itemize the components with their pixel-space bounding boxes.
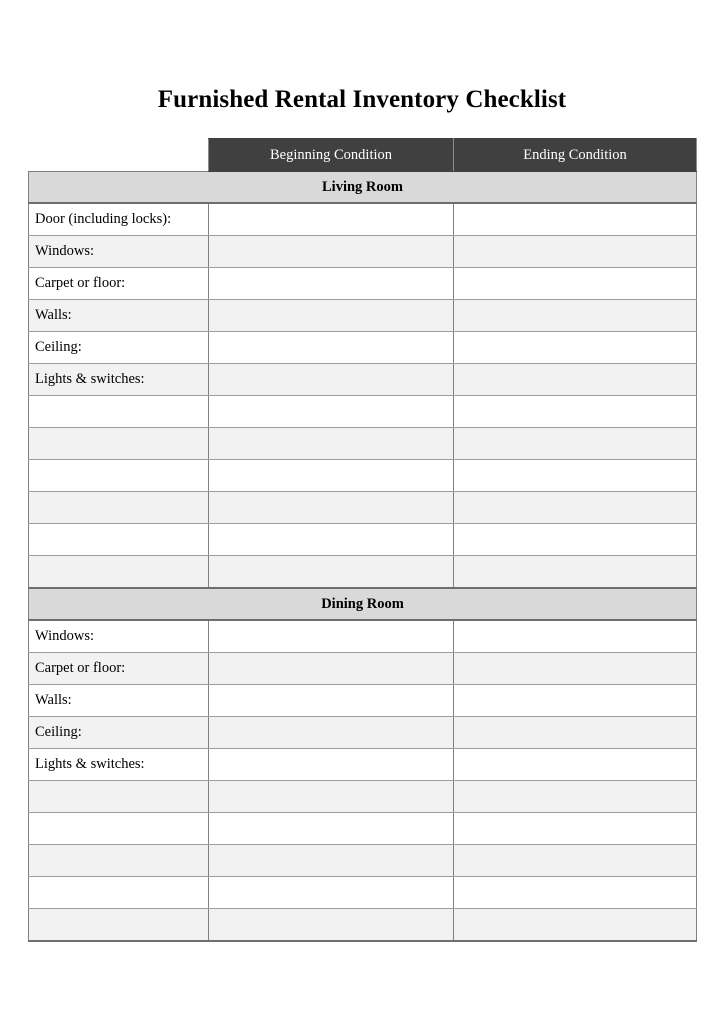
item-label-cell (29, 460, 209, 492)
beginning-condition-cell[interactable] (209, 877, 454, 909)
ending-condition-cell[interactable] (454, 653, 697, 685)
item-label-cell: Lights & switches: (29, 749, 209, 781)
table-row (29, 460, 697, 492)
table-row (29, 524, 697, 556)
item-label-cell: Ceiling: (29, 717, 209, 749)
ending-condition-cell[interactable] (454, 268, 697, 300)
ending-condition-cell[interactable] (454, 396, 697, 428)
column-header-row (29, 139, 697, 172)
item-label-cell (29, 556, 209, 589)
item-label-cell (29, 524, 209, 556)
table-row (29, 300, 697, 332)
item-label-cell: Windows: (29, 236, 209, 268)
beginning-condition-cell[interactable] (209, 813, 454, 845)
ending-condition-cell[interactable] (454, 300, 697, 332)
beginning-condition-cell[interactable] (209, 653, 454, 685)
table-row (29, 877, 697, 909)
item-label-cell: Windows: (29, 620, 209, 653)
beginning-condition-cell[interactable] (209, 909, 454, 942)
ending-condition-cell[interactable] (454, 877, 697, 909)
item-label-cell (29, 909, 209, 942)
section-header-row (29, 588, 697, 620)
beginning-condition-cell[interactable] (209, 717, 454, 749)
ending-condition-cell[interactable] (454, 332, 697, 364)
beginning-condition-cell[interactable] (209, 300, 454, 332)
table-row (29, 781, 697, 813)
item-label-cell (29, 428, 209, 460)
item-label-cell (29, 813, 209, 845)
ending-condition-cell[interactable] (454, 428, 697, 460)
item-label-cell: Ceiling: (29, 332, 209, 364)
table-row (29, 845, 697, 877)
inventory-table-container (28, 138, 696, 942)
beginning-condition-cell[interactable] (209, 203, 454, 236)
beginning-condition-cell[interactable] (209, 364, 454, 396)
table-row (29, 620, 697, 653)
beginning-condition-cell[interactable] (209, 492, 454, 524)
table-row (29, 364, 697, 396)
beginning-condition-cell[interactable] (209, 396, 454, 428)
beginning-condition-cell[interactable] (209, 332, 454, 364)
ending-condition-cell[interactable] (454, 845, 697, 877)
table-row (29, 332, 697, 364)
table-row (29, 653, 697, 685)
table-row (29, 717, 697, 749)
ending-condition-cell[interactable] (454, 781, 697, 813)
beginning-condition-cell[interactable] (209, 781, 454, 813)
table-row (29, 203, 697, 236)
ending-condition-cell[interactable] (454, 620, 697, 653)
table-row (29, 428, 697, 460)
item-label-cell: Carpet or floor: (29, 268, 209, 300)
ending-condition-cell[interactable] (454, 524, 697, 556)
beginning-condition-cell[interactable] (209, 845, 454, 877)
ending-condition-cell[interactable] (454, 685, 697, 717)
column-header-beginning-condition: Beginning Condition (209, 139, 454, 172)
ending-condition-cell[interactable] (454, 364, 697, 396)
item-label-cell (29, 845, 209, 877)
table-row (29, 556, 697, 589)
ending-condition-cell[interactable] (454, 909, 697, 942)
item-label-cell (29, 492, 209, 524)
beginning-condition-cell[interactable] (209, 620, 454, 653)
table-row (29, 396, 697, 428)
table-row (29, 749, 697, 781)
item-label-cell: Door (including locks): (29, 203, 209, 236)
ending-condition-cell[interactable] (454, 492, 697, 524)
beginning-condition-cell[interactable] (209, 460, 454, 492)
item-label-cell (29, 396, 209, 428)
item-label-cell (29, 877, 209, 909)
beginning-condition-cell[interactable] (209, 268, 454, 300)
column-header-ending-condition: Ending Condition (454, 139, 697, 172)
ending-condition-cell[interactable] (454, 236, 697, 268)
ending-condition-cell[interactable] (454, 460, 697, 492)
item-label-cell: Walls: (29, 685, 209, 717)
ending-condition-cell[interactable] (454, 203, 697, 236)
table-row (29, 813, 697, 845)
beginning-condition-cell[interactable] (209, 685, 454, 717)
table-row (29, 685, 697, 717)
ending-condition-cell[interactable] (454, 556, 697, 589)
ending-condition-cell[interactable] (454, 813, 697, 845)
item-label-cell (29, 781, 209, 813)
table-row (29, 236, 697, 268)
table-row (29, 268, 697, 300)
column-header-blank (29, 139, 209, 172)
beginning-condition-cell[interactable] (209, 524, 454, 556)
section-title: Living Room (29, 172, 697, 204)
item-label-cell: Lights & switches: (29, 364, 209, 396)
beginning-condition-cell[interactable] (209, 749, 454, 781)
table-head (29, 139, 697, 172)
item-label-cell: Walls: (29, 300, 209, 332)
item-label-cell: Carpet or floor: (29, 653, 209, 685)
beginning-condition-cell[interactable] (209, 428, 454, 460)
ending-condition-cell[interactable] (454, 749, 697, 781)
page-title: Furnished Rental Inventory Checklist (157, 86, 567, 113)
table-body (29, 172, 697, 942)
beginning-condition-cell[interactable] (209, 236, 454, 268)
table-row (29, 909, 697, 942)
table-row (29, 492, 697, 524)
inventory-checklist-table (28, 138, 697, 942)
section-header-row (29, 172, 697, 204)
beginning-condition-cell[interactable] (209, 556, 454, 589)
section-title: Dining Room (29, 588, 697, 620)
ending-condition-cell[interactable] (454, 717, 697, 749)
